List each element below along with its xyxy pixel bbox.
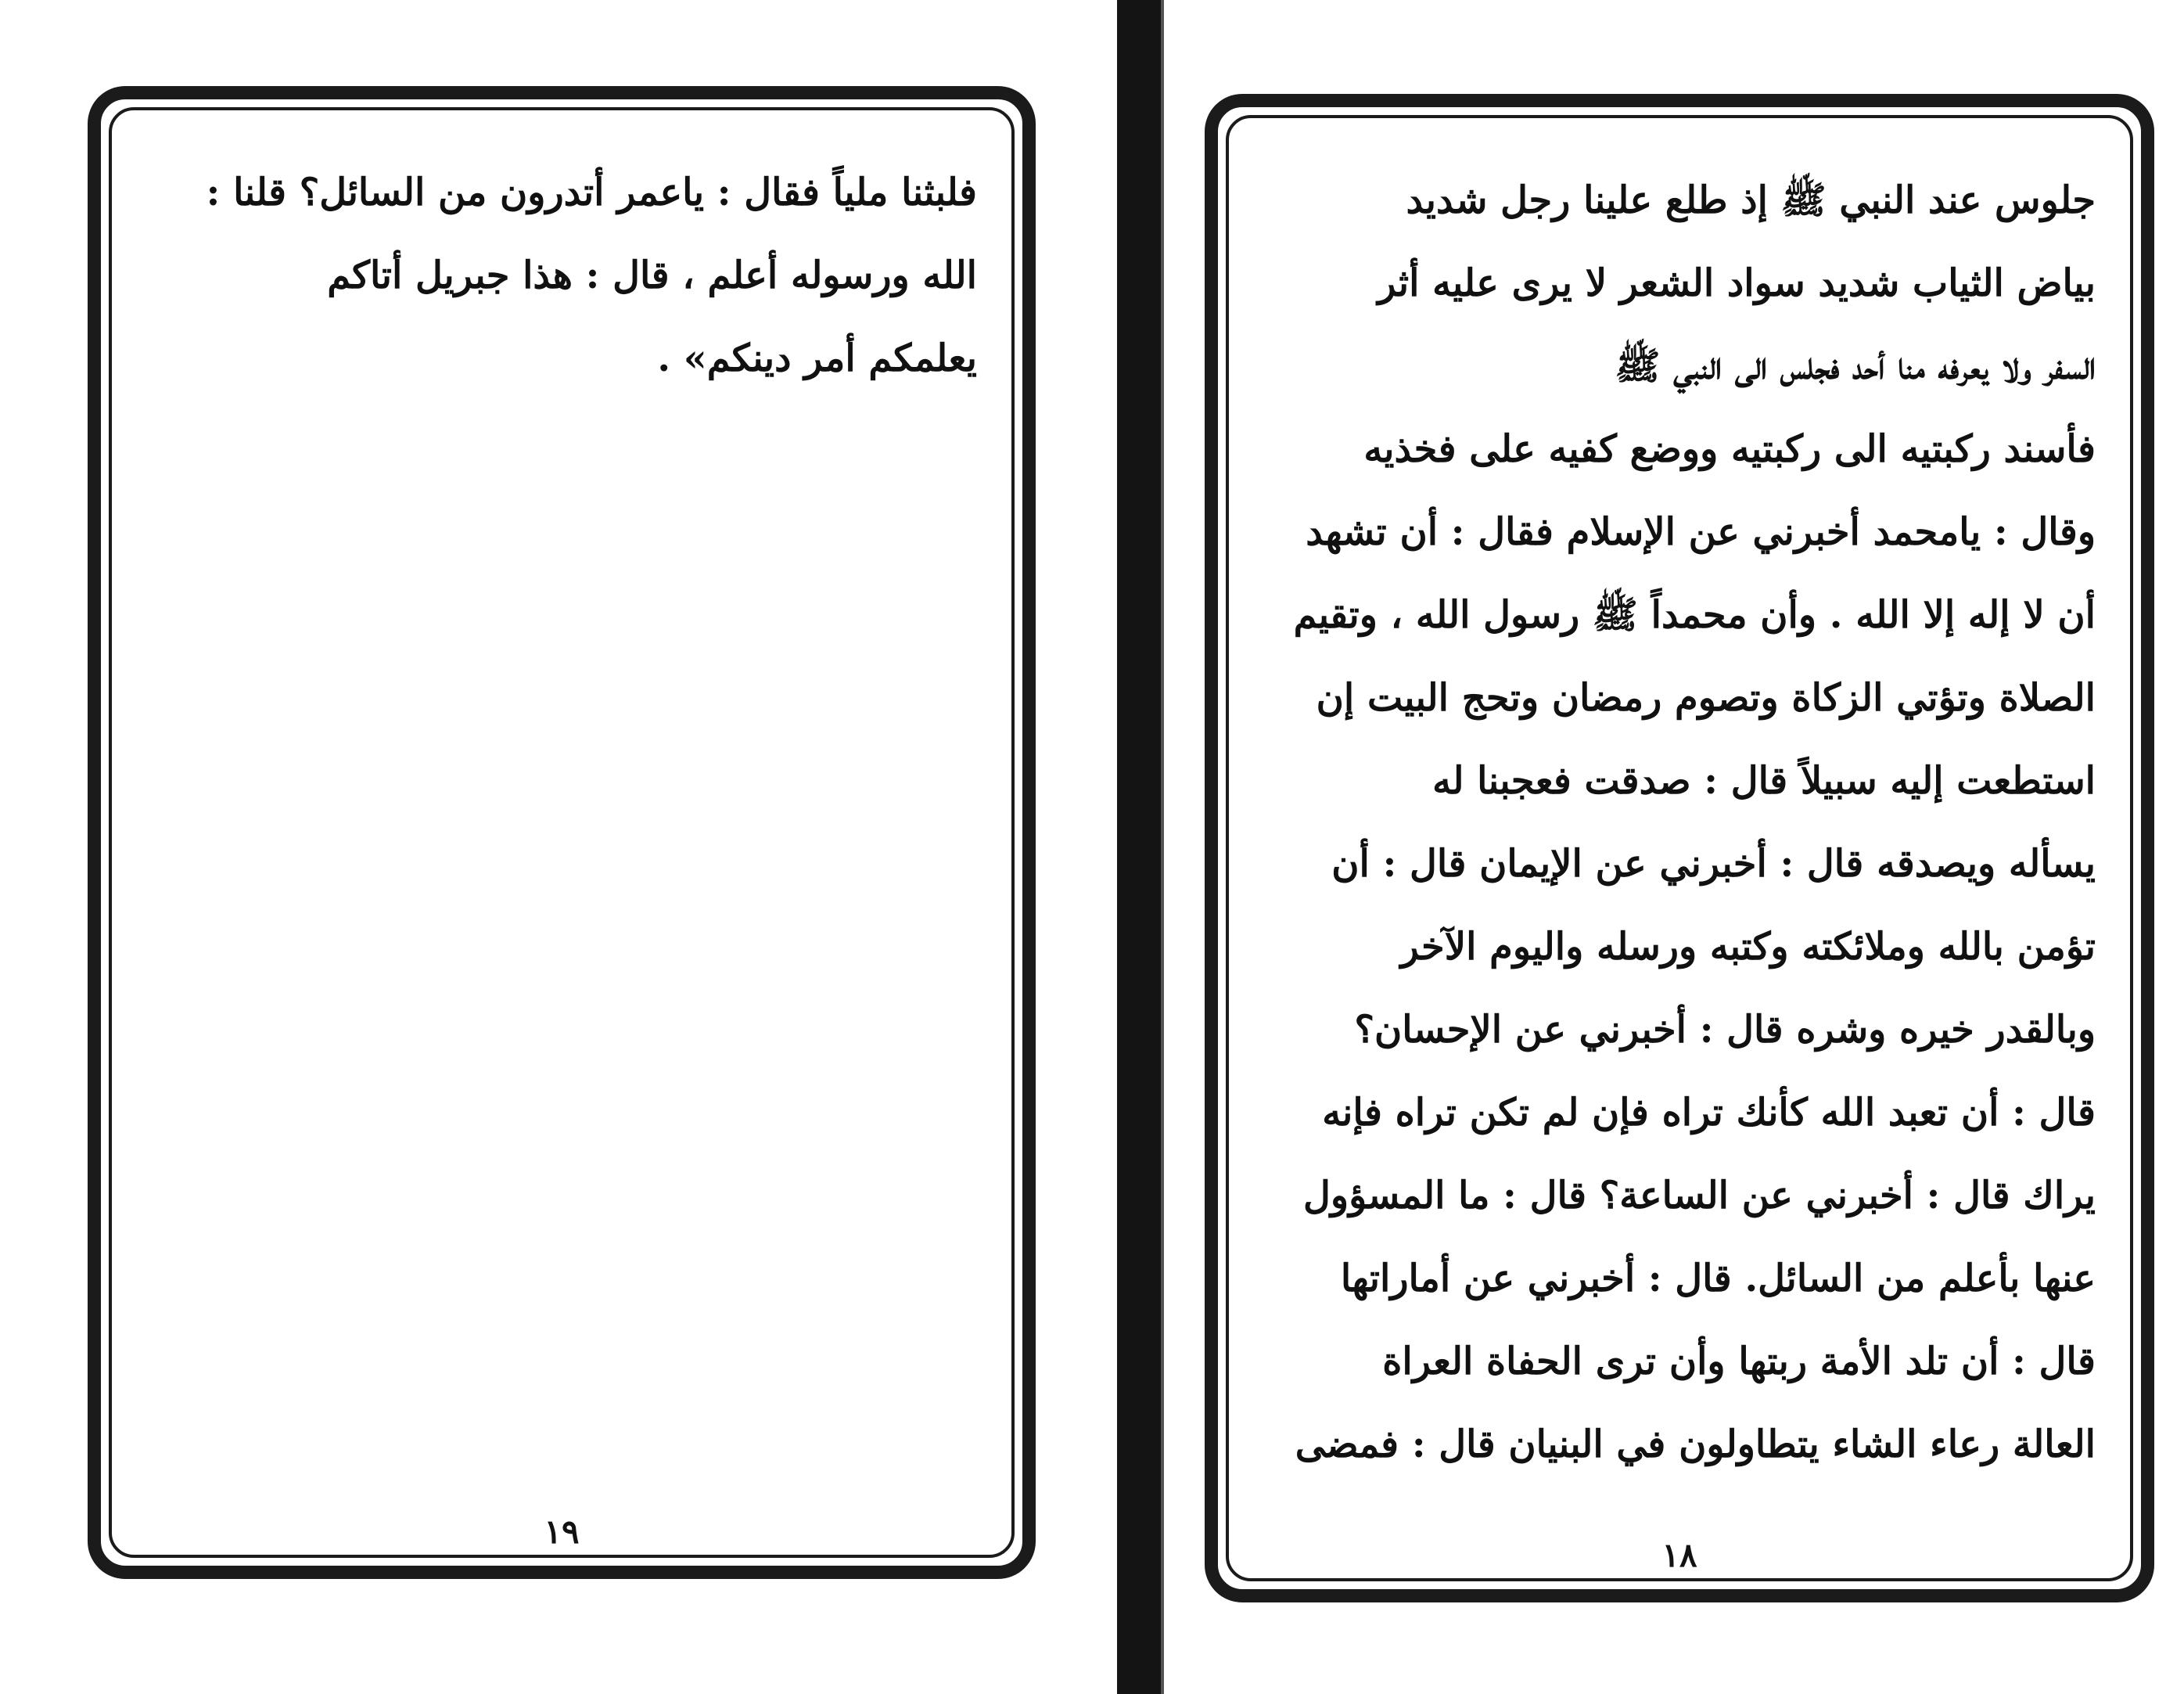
left-page-text [151,151,977,400]
page-number-left: ١٩ [544,1512,580,1551]
text-line: يعلمكم أمر دينكم» . [657,336,977,380]
text-line: فأسند ركبتيه الى ركبتيه ووضع كفيه على فخذيه [1363,427,2096,471]
text-line: الصلاة وتؤتي الزكاة وتصوم رمضان وتحج البيت إن [1316,676,2096,720]
text-line: عنها بأعلم من السائل. قال : أخبرني عن أماراتها [1340,1257,2096,1300]
text-line: استطعت إليه سبيلاً قال : صدقت فعجبنا له [1432,759,2096,803]
text-line: يسأله ويصدقه قال : أخبرني عن الإيمان قال : أن [1331,842,2096,886]
right-page [1205,94,2154,1602]
book-spine [1117,0,1161,1694]
text-line: يراك قال : أخبرني عن الساعة؟ قال : ما المسؤول [1303,1174,2096,1217]
left-page [88,86,1036,1579]
text-line: وبالقدر خيره وشره قال : أخبرني عن الإحسان؟ [1354,1008,2096,1052]
right-page-text [1268,159,2096,1486]
text-line: العالة رعاء الشاء يتطاولون في البنيان قال : فمضى [1295,1422,2096,1466]
text-line: الله ورسوله أعلم ، قال : هذا جبريل أتاكم [327,254,977,297]
text-line: بياض الثياب شديد سواد الشعر لا يرى عليه أثر [1378,261,2096,305]
page-number-right: ١٨ [1661,1536,1697,1574]
text-line: السفر ولا يعرفه منا أحد فجلس الى النبي ﷺ [1615,344,2096,388]
text-line: تؤمن بالله وملائكته وكتبه ورسله واليوم الآخر [1400,925,2096,969]
text-line: قال : أن تلد الأمة ربتها وأن ترى الحفاة العراة [1382,1340,2096,1383]
book-spine-edge [1161,0,1164,1694]
text-line: جلوس عند النبي ﷺ إذ طلع علينا رجل شديد [1406,178,2096,222]
text-line: وقال : يامحمد أخبرني عن الإسلام فقال : أن تشهد [1306,510,2096,554]
text-line: أن لا إله إلا الله . وأن محمداً ﷺ رسول الله ، وتقيم [1293,593,2096,637]
text-line: قال : أن تعبد الله كأنك تراه فإن لم تكن تراه فإنه [1322,1091,2096,1135]
text-line: فلبثنا ملياً فقال : ياعمر أتدرون من السائل؟ قلنا : [206,171,977,214]
